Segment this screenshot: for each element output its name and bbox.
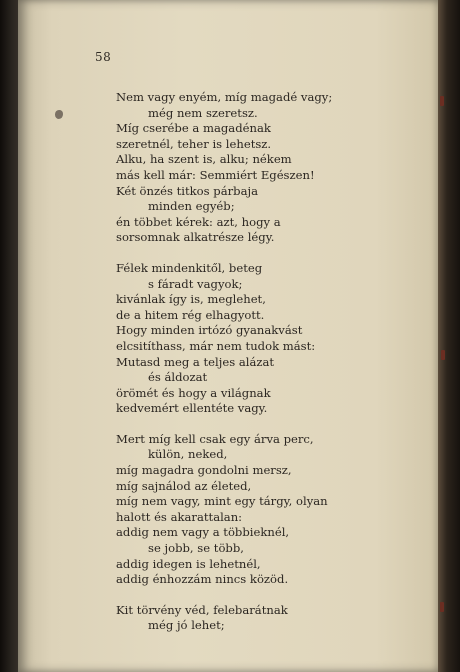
poem-line: kedvemért ellentéte vagy. [116, 401, 268, 416]
poem-line: Nem vagy enyém, míg magadé vagy; [116, 90, 333, 104]
poem-line: szeretnél, teher is lehetsz. [116, 136, 272, 151]
poem-line: minden egyéb; [148, 199, 235, 214]
poem-line: Mert míg kell csak egy árva perc, [116, 431, 314, 446]
poem-line: más kell már: Semmiért Egészen! [116, 167, 315, 182]
poem-line: elcsitíthass, már nem tudok mást: [116, 338, 316, 353]
poem-line: míg magadra gondolni mersz, [116, 463, 292, 478]
poem-line: Mutasd meg a teljes alázat [116, 354, 275, 369]
page-edge-mark [441, 350, 445, 360]
poem-line: én többet kérek: azt, hogy a [116, 214, 281, 229]
poem-line: kivánlak így is, meglehet, [116, 292, 266, 307]
poem-line: addig idegen is lehetnél, [116, 556, 261, 571]
poem-line: addig nem vagy a többieknél, [116, 525, 290, 540]
poem-line: s fáradt vagyok; [148, 276, 243, 291]
poem-line: Félek mindenkitől, beteg [116, 260, 263, 275]
poem-line: de a hitem rég elhagyott. [116, 307, 265, 322]
poem-body [116, 90, 416, 649]
page-edge-mark [440, 96, 444, 106]
poem-stanza [116, 432, 416, 588]
poem-line: Két önzés titkos párbaja [116, 183, 258, 198]
poem-line: Kit törvény véd, felebarátnak [116, 602, 288, 617]
poem-line: halott és akarattalan: [116, 509, 243, 524]
page-edge-mark [440, 602, 444, 612]
page-number: 58 [95, 50, 112, 64]
poem-line: Hogy minden irtózó gyanakvást [116, 323, 303, 338]
poem-line: örömét és hogy a világnak [116, 385, 271, 400]
poem-line: még jó lehet; [148, 618, 225, 633]
poem-line: még nem szeretsz. [148, 105, 258, 120]
poem-stanza [116, 90, 416, 246]
poem-line: addig énhozzám nincs közöd. [116, 572, 289, 587]
poem-line: se jobb, se több, [148, 541, 244, 556]
poem-line: és áldozat [148, 370, 208, 385]
poem-line: sorsomnak alkatrésze légy. [116, 230, 275, 245]
poem-line: Alku, ha szent is, alku; nékem [116, 152, 292, 167]
poem-line: külön, neked, [148, 447, 228, 462]
poem-line: míg nem vagy, mint egy tárgy, olyan [116, 494, 328, 509]
poem-stanza [116, 603, 416, 634]
poem-stanza [116, 261, 416, 417]
page-edges [438, 0, 460, 672]
poem-line: míg sajnálod az életed, [116, 478, 252, 493]
poem-line: Míg cserébe a magadénak [116, 121, 271, 136]
